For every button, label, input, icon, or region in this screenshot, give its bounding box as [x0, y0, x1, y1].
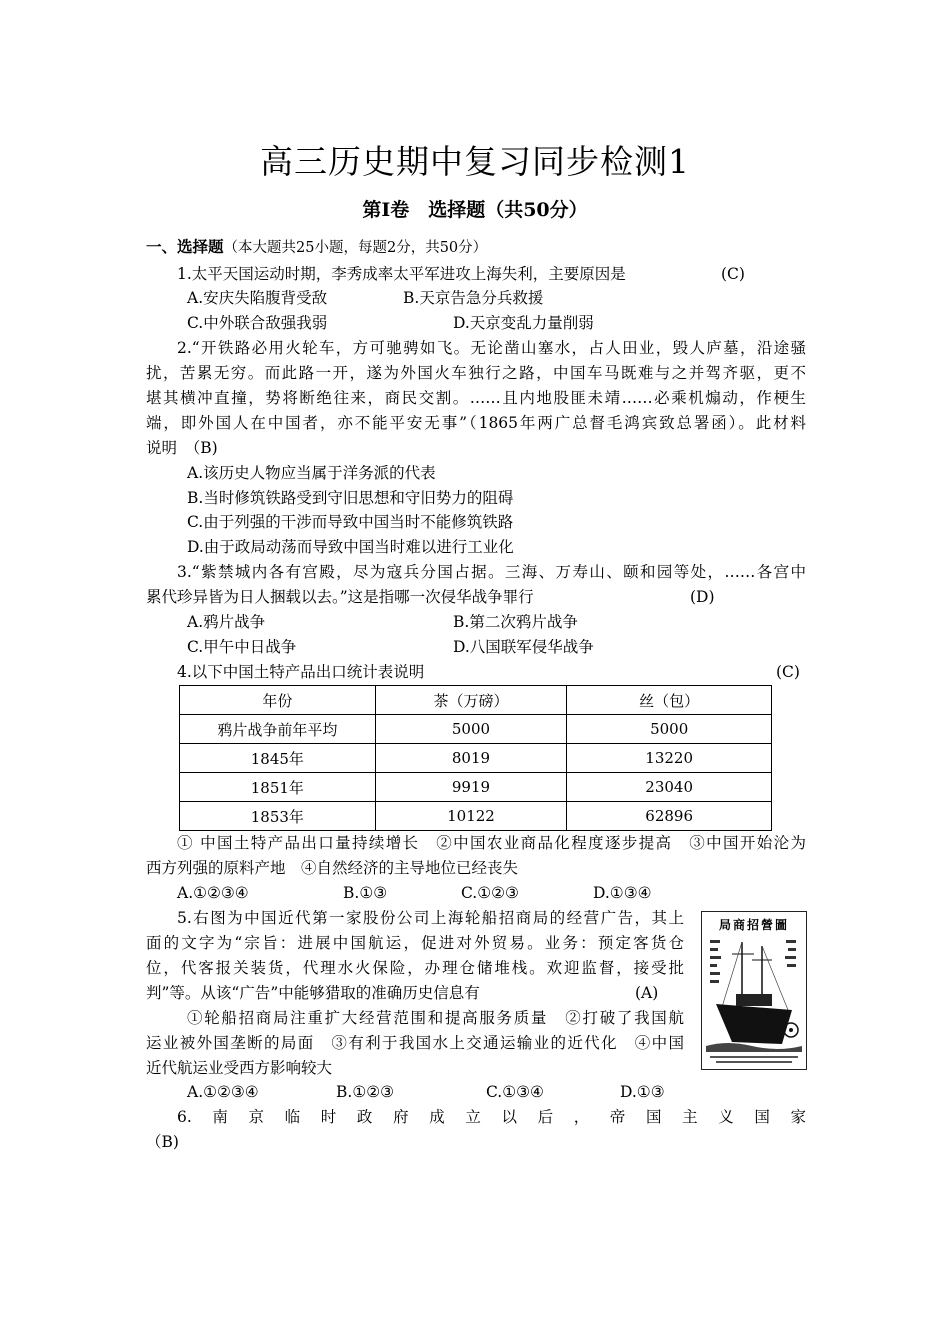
section-heading — [146, 236, 487, 259]
q2-option-b: B.当时修筑铁路受到守旧思想和守旧势力的阻碍 — [187, 489, 514, 507]
table-cell: 10122 — [375, 802, 567, 831]
q4-option-c: C.①②③ — [461, 884, 519, 902]
q2-option-c: C.由于列强的干涉而导致中国当时不能修筑铁路 — [187, 513, 514, 531]
q5-option-d: D.①③ — [620, 1083, 665, 1101]
q1-answer: (C) — [721, 265, 745, 283]
table-row — [180, 802, 772, 831]
q5-statements-1: ①轮船招商局注重扩大经营范围和提高服务质量 ②打破了我国航 — [187, 1009, 684, 1027]
table-cell: 鸦片战争前年平均 — [180, 715, 376, 744]
q5-line-2: 面的文字为“宗旨：进展中国航运，促进对外贸易。业务：预定客货仓 — [146, 934, 684, 952]
q2-line-1: 2.“开铁路必用火轮车，方可驰骋如飞。无论凿山塞水，占人田业，毁人庐墓，沿途骚 — [177, 339, 806, 357]
q3-option-d: D.八国联军侵华战争 — [453, 638, 594, 656]
table-cell: 62896 — [567, 802, 772, 831]
q4-statements-1: ① 中国土特产品出口量持续增长 ②中国农业商品化程度逐步提高 ③中国开始沦为 — [177, 834, 806, 852]
q2-line-3: 堪其横冲直撞，势将断绝往来，商民交割。……且内地股匪未靖……必乘机煽动，作梗生 — [146, 389, 806, 407]
q3-line-2: 累代珍异皆为日人捆载以去。”这是指哪一次侵华战争罪行 — [146, 588, 534, 606]
q2-line-2: 扰，苦累无穷。而此路一开，遂为外国火车独行之路，中国车马既难与之并驾齐驱，更不 — [146, 364, 806, 382]
document-title: 高三历史期中复习同步检测1 — [260, 142, 690, 181]
q2-option-d: D.由于政局动荡而导致中国当时难以进行工业化 — [187, 538, 514, 556]
q5-option-c: C.①③④ — [486, 1083, 544, 1101]
q5-option-a: A.①②③④ — [187, 1083, 259, 1101]
q1-option-b: B.天京告急分兵救援 — [403, 289, 544, 307]
q1-option-c: C.中外联合敌强我弱 — [187, 314, 328, 332]
q1-stem: 1.太平天国运动时期，李秀成率太平军进攻上海失利，主要原因是 — [177, 265, 626, 283]
table-row — [180, 773, 772, 802]
q1-option-d: D.天京变乱力量削弱 — [453, 314, 594, 332]
table-row — [180, 715, 772, 744]
table-header: 年份 — [180, 686, 376, 715]
q6-line-2: （B) — [146, 1133, 179, 1151]
q3-option-c: C.甲午中日战争 — [187, 638, 297, 656]
q4-option-b: B.①③ — [343, 884, 388, 902]
steamship-illustration — [702, 912, 806, 1069]
q1-option-a: A.安庆失陷腹背受敌 — [187, 289, 328, 307]
table-cell: 5000 — [567, 715, 772, 744]
q4-stem: 4.以下中国土特产品出口统计表说明 — [177, 663, 425, 681]
q4-option-d: D.①③④ — [593, 884, 652, 902]
table-cell: 23040 — [567, 773, 772, 802]
table-cell: 13220 — [567, 744, 772, 773]
table-cell: 8019 — [375, 744, 567, 773]
section-note: （本大题共25小题，每题2分，共50分） — [223, 240, 488, 256]
q5-line-1: 5.右图为中国近代第一家股份公司上海轮船招商局的经营广告，其上 — [177, 909, 684, 927]
q5-statements-3: 近代航运业受西方影响较大 — [146, 1059, 333, 1077]
table-header: 丝（包） — [567, 686, 772, 715]
steamship-advertisement-image — [701, 911, 807, 1070]
export-statistics-table — [179, 685, 772, 831]
q4-statements-2: 西方列强的原料产地 ④自然经济的主导地位已经丧失 — [146, 859, 519, 877]
q3-line-1: 3.“紫禁城内各有宫殿，尽为寇兵分国占据。三海、万寿山、颐和园等处，……各宫中 — [177, 563, 806, 581]
q5-answer: (A) — [635, 984, 659, 1002]
ad-heading: 局商招營圖 — [718, 918, 789, 932]
table-cell: 1845年 — [180, 744, 376, 773]
q2-line-5: 说明 （B) — [146, 439, 218, 457]
q3-answer: (D) — [690, 588, 715, 606]
q5-option-b: B.①②③ — [336, 1083, 395, 1101]
table-cell: 5000 — [375, 715, 567, 744]
table-header: 茶（万磅） — [375, 686, 567, 715]
section-subtitle: 第Ⅰ卷 选择题（共50分） — [362, 199, 588, 221]
q2-option-a: A.该历史人物应当属于洋务派的代表 — [187, 464, 436, 482]
q5-line-3: 位，代客报关装货，代理水火保险，办理仓储堆栈。欢迎监督，接受批 — [146, 959, 684, 977]
section-label: 一、选择题 — [146, 237, 224, 256]
table-row — [180, 744, 772, 773]
q6-line-1: 6.南京临时政府成立以后，帝国主义国家 — [177, 1108, 806, 1126]
q5-line-4: 判”等。从该“广告”中能够猎取的准确历史信息有 — [146, 984, 480, 1002]
q2-line-4: 端，即外国人在中国者，亦不能平安无事”（1865年两广总督毛鸿宾致总署函）。此材料 — [146, 414, 806, 432]
q3-option-a: A.鸦片战争 — [187, 613, 266, 631]
q3-option-b: B.第二次鸦片战争 — [453, 613, 578, 631]
table-cell: 1851年 — [180, 773, 376, 802]
q5-statements-2: 运业被外国垄断的局面 ③有利于我国水上交通运输业的近代化 ④中国 — [146, 1034, 684, 1052]
q4-answer: (C) — [776, 663, 800, 681]
table-cell: 9919 — [375, 773, 567, 802]
q4-option-a: A.①②③④ — [177, 884, 249, 902]
table-header-row — [180, 686, 772, 715]
table-cell: 1853年 — [180, 802, 376, 831]
